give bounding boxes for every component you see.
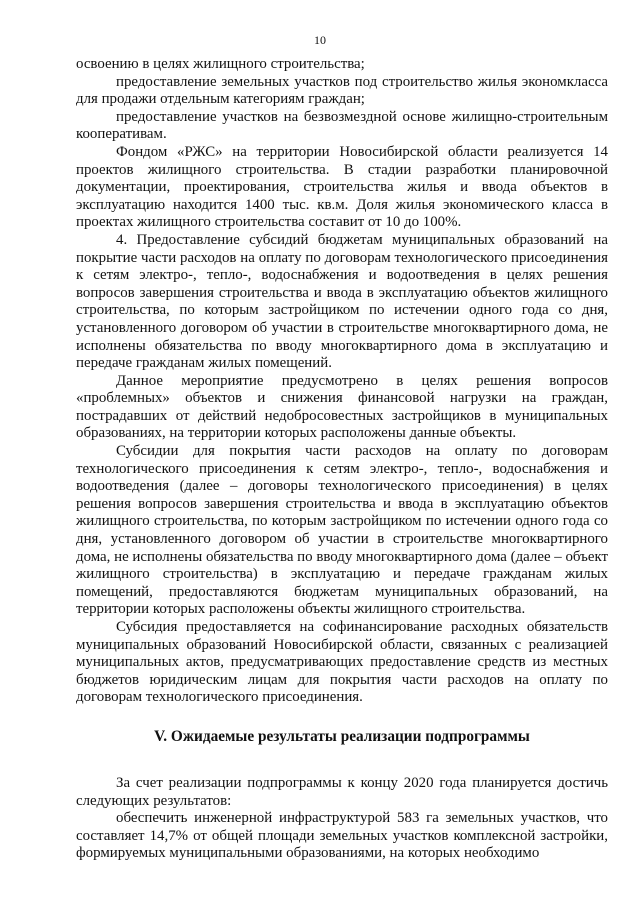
paragraph: Субсидия предоставляется на софинансирование расходных обязательств муниципальных образований Новосибирской области, связанных с реализацией муниципальных актов, предусматривающих предоставление средств из местных бюджетов юридическим лицам для покрытия части расходов на оплату по договорам технологического присоединения.	[76, 619, 608, 706]
paragraph: предоставление земельных участков под строительство жилья экономкласса для продажи отдельным категориям граждан;	[76, 73, 608, 108]
paragraph: обеспечить инженерной инфраструктурой 583 га земельных участков, что составляет 14,7% от общей площади земельных участков комплексной застройки, формируемых муниципальными образованиями, на которых необходимо	[76, 810, 608, 862]
paragraph: Субсидии для покрытия части расходов на оплату по договорам технологического присоединения к сетям электро-, тепло-, водоснабжения и водоотведения (далее – договоры технологического присоединения) в целях решения вопросов завершения строительства и ввода в эксплуатацию объектов жилищного строительства, по которым застройщиком по истечении одного года со дня, установленного договором об участии в строительстве многоквартирного дома, не исполнены обязательства по вводу многоквартирного дома (далее – объект жилищного строительства) в эксплуатацию и передаче гражданам жилых помещений, предоставляются бюджетам муниципальных образований, на территории которых расположены объекты жилищного строительства.	[76, 443, 608, 618]
paragraph: 4. Предоставление субсидий бюджетам муниципальных образований на покрытие части расходов на оплату по договорам технологического присоединения к сетям электро-, тепло-, водоснабжения и водоотведения в целях решения вопросов завершения строительства и ввода в эксплуатацию объектов жилищного строительства, по которым застройщиком по истечении одного года со дня, установленного договором об участии в строительстве многоквартирного дома, не исполнены обязательства по вводу многоквартирного дома в эксплуатацию и передаче гражданам жилых помещений.	[76, 231, 608, 372]
paragraph: освоению в целях жилищного строительства;	[76, 56, 365, 72]
paragraph: Данное мероприятие предусмотрено в целях решения вопросов «проблемных» объектов и снижения финансовой нагрузки на граждан, пострадавших от действий недобросовестных застройщиков в муниципальных образованиях, на территории которых расположены данные объекты.	[76, 372, 608, 442]
section-heading: V. Ожидаемые результаты реализации подпрограммы	[154, 727, 530, 745]
paragraph: Фондом «РЖС» на территории Новосибирской области реализуется 14 проектов жилищного строительства. В стадии разработки планировочной документации, проектирования, строительства жилья и ввода объектов в эксплуатацию находится 1400 тыс. кв.м. Доля жилья экономического класса в проектах жилищного строительства составит от 10 до 100%.	[76, 143, 608, 231]
paragraph: предоставление участков на безвозмездной основе жилищно-строительным кооперативам.	[76, 108, 608, 143]
document-body	[76, 56, 608, 863]
paragraph: За счет реализации подпрограммы к концу 2020 года планируется достичь следующих результатов:	[76, 774, 608, 809]
page-number: 10	[314, 33, 326, 47]
